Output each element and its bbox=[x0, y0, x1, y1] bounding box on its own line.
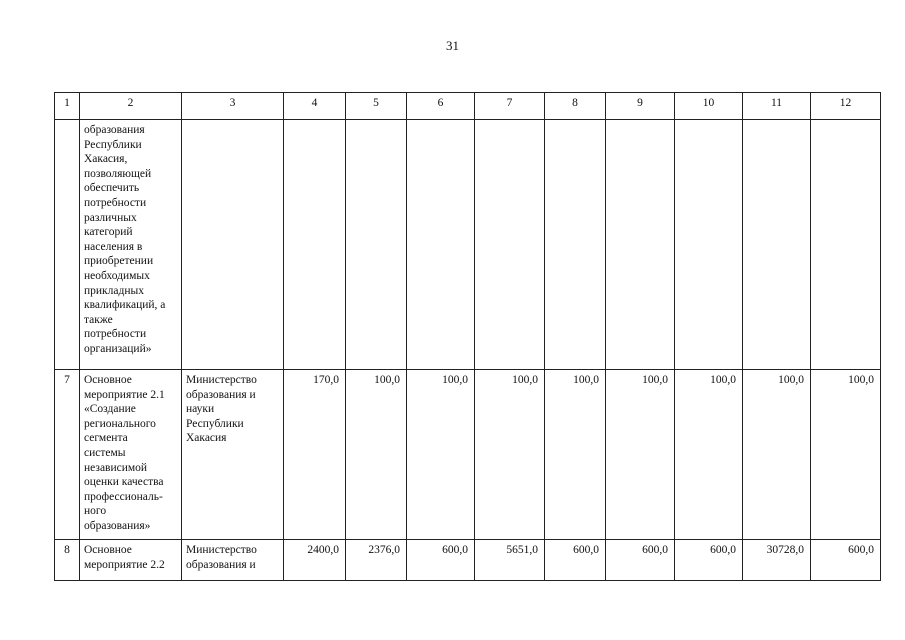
activity-name: Основное мероприятие 2.2 bbox=[80, 540, 182, 581]
row-number bbox=[55, 120, 80, 370]
activity-name: образования Республики Хакасия, позволяющей обеспечить потребности различных категорий населения в приобретении необходимых прикладных квалификаций, а также потребности организаций» bbox=[80, 120, 182, 370]
value-cell bbox=[811, 120, 881, 370]
col-header: 8 bbox=[545, 93, 606, 120]
budget-table bbox=[54, 92, 881, 581]
col-header: 11 bbox=[743, 93, 811, 120]
value-cell: 600,0 bbox=[675, 540, 743, 581]
value-cell: 30728,0 bbox=[743, 540, 811, 581]
col-header: 10 bbox=[675, 93, 743, 120]
value-cell: 600,0 bbox=[811, 540, 881, 581]
value-cell bbox=[346, 120, 407, 370]
row-number: 8 bbox=[55, 540, 80, 581]
col-header: 6 bbox=[407, 93, 475, 120]
col-header: 3 bbox=[182, 93, 284, 120]
activity-name: Основное мероприятие 2.1 «Создание регионального сегмента системы независимой оценки качества профессиональ- ного образования» bbox=[80, 370, 182, 540]
value-cell: 100,0 bbox=[475, 370, 545, 540]
table-row bbox=[55, 370, 881, 540]
value-cell: 600,0 bbox=[407, 540, 475, 581]
value-cell: 100,0 bbox=[407, 370, 475, 540]
value-cell bbox=[284, 120, 346, 370]
value-cell: 100,0 bbox=[675, 370, 743, 540]
col-header: 9 bbox=[606, 93, 675, 120]
value-cell: 5651,0 bbox=[475, 540, 545, 581]
value-cell: 170,0 bbox=[284, 370, 346, 540]
col-header: 5 bbox=[346, 93, 407, 120]
executor: Министерство образования и науки Республики Хакасия bbox=[182, 370, 284, 540]
value-cell: 100,0 bbox=[811, 370, 881, 540]
value-cell: 2400,0 bbox=[284, 540, 346, 581]
col-header: 2 bbox=[80, 93, 182, 120]
value-cell: 600,0 bbox=[606, 540, 675, 581]
row-number: 7 bbox=[55, 370, 80, 540]
page-number: 31 bbox=[446, 38, 459, 53]
value-cell: 100,0 bbox=[346, 370, 407, 540]
value-cell bbox=[475, 120, 545, 370]
value-cell: 100,0 bbox=[743, 370, 811, 540]
executor: Министерство образования и bbox=[182, 540, 284, 581]
value-cell bbox=[407, 120, 475, 370]
executor bbox=[182, 120, 284, 370]
col-header: 7 bbox=[475, 93, 545, 120]
value-cell: 2376,0 bbox=[346, 540, 407, 581]
header-row bbox=[55, 93, 881, 120]
col-header: 1 bbox=[55, 93, 80, 120]
value-cell: 600,0 bbox=[545, 540, 606, 581]
table-row bbox=[55, 120, 881, 370]
value-cell bbox=[743, 120, 811, 370]
value-cell bbox=[545, 120, 606, 370]
value-cell: 100,0 bbox=[545, 370, 606, 540]
value-cell bbox=[606, 120, 675, 370]
value-cell bbox=[675, 120, 743, 370]
col-header: 12 bbox=[811, 93, 881, 120]
table-row bbox=[55, 540, 881, 581]
value-cell: 100,0 bbox=[606, 370, 675, 540]
col-header: 4 bbox=[284, 93, 346, 120]
